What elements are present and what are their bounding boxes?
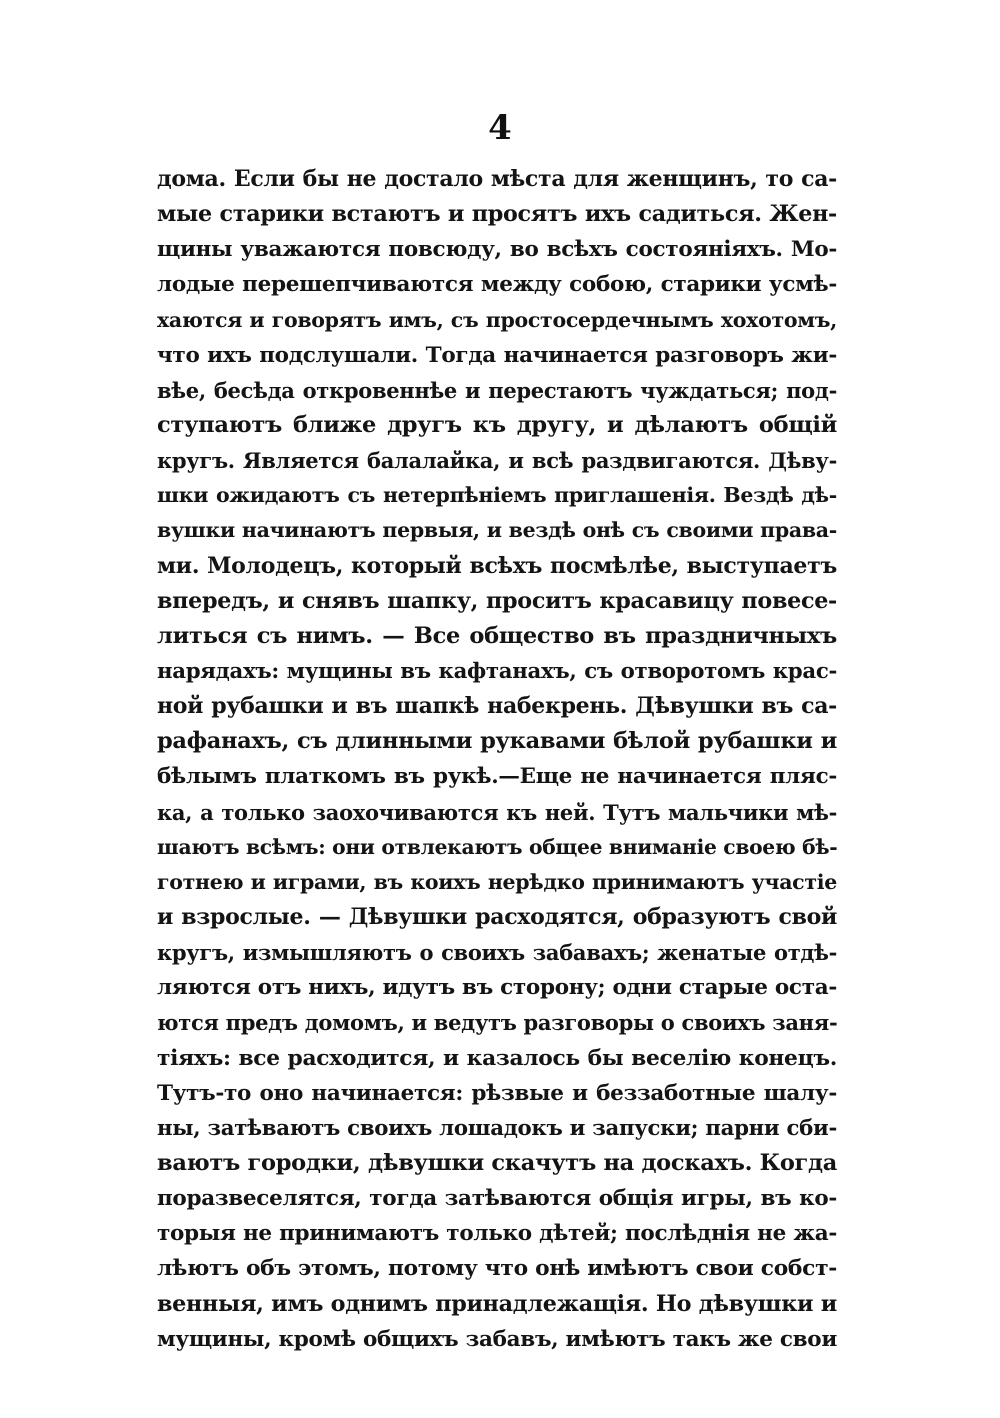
text-line: мущины, кромѣ общихъ забавъ, имѣютъ такъ же свои xyxy=(157,1326,837,1352)
text-line: что ихъ подслушали. Тогда начинается разговоръ жи- xyxy=(157,342,837,368)
text-line: литься съ нимъ. — Все общество въ праздничныхъ xyxy=(157,622,837,649)
text-line: ваютъ городки, дѣвушки скачутъ на доскахъ. Когда xyxy=(157,1149,837,1176)
text-line: хаются и говорятъ имъ, съ простосердечнымъ хохотомъ, xyxy=(157,307,837,332)
text-line: и взрослые. — Дѣвушки расходятся, образуютъ свой xyxy=(157,903,837,930)
text-line: мые старики встаютъ и просятъ ихъ садиться. Жен- xyxy=(157,201,837,228)
page-number: 4 xyxy=(488,108,512,148)
text-line: лодые перешепчиваются между собою, старики усмѣ- xyxy=(157,272,837,298)
text-line: ны, затѣваютъ своихъ лошадокъ и запуски; парни сби- xyxy=(157,1115,837,1141)
text-line: щины уважаются повсюду, во всѣхъ состояніяхъ. Мо- xyxy=(157,237,837,263)
text-line: шаютъ всѣмъ: они отвлекаютъ общее вниманіе своею бѣ- xyxy=(157,834,837,859)
text-line: ка, а только заохочиваются къ ней. Тутъ мальчики мѣ- xyxy=(157,799,837,825)
body-text xyxy=(157,162,837,1357)
text-line: ной рубашки и въ шапкѣ набекрень. Дѣвушки въ са- xyxy=(157,693,837,720)
text-line: ступаютъ ближе другъ къ другу, и дѣлаютъ общій xyxy=(157,411,837,438)
text-line: вѣе, бесѣда откровеннѣе и перестаютъ чуждаться; под- xyxy=(157,377,837,403)
text-line: венныя, имъ однимъ принадлежащія. Но дѣвушки и xyxy=(157,1290,837,1317)
text-line: готнею и играми, въ коихъ нерѣдко принимаютъ участіе xyxy=(157,869,837,894)
text-line: ются предъ домомъ, и ведутъ разговоры о своихъ заня- xyxy=(157,1010,837,1036)
text-line: впередъ, и снявъ шапку, проситъ красавицу повесе- xyxy=(157,587,837,614)
text-line: кругъ, измышляютъ о своихъ забавахъ; женатые отдѣ- xyxy=(157,940,837,966)
text-line: шки ожидаютъ съ нетерпѣніемъ приглашенія. Вездѣ дѣ- xyxy=(157,483,837,508)
text-line: нарядахъ: мущины въ кафтанахъ, съ отворотомъ крас- xyxy=(157,658,837,684)
text-line: вушки начинаютъ первыя, и вездѣ онѣ съ своими права- xyxy=(157,518,837,543)
text-line: ми. Молодецъ, который всѣхъ посмѣлѣе, выступаетъ xyxy=(157,552,837,579)
text-line: лѣютъ объ этомъ, потому что онѣ имѣютъ свои собст- xyxy=(157,1256,837,1282)
text-line: кругъ. Является балалайка, и всѣ раздвигаются. Дѣву- xyxy=(157,448,837,474)
text-line: Тутъ-то оно начинается: рѣзвые и беззаботные шалу- xyxy=(157,1080,837,1106)
text-line: ляются отъ нихъ, идутъ въ сторону; одни старые оста- xyxy=(157,975,837,1001)
text-line: бѣлымъ платкомъ въ рукѣ.—Еще не начинается пляс- xyxy=(157,764,837,790)
text-line: торыя не принимаютъ только дѣтей; послѣднія не жа- xyxy=(157,1221,837,1247)
text-line: дома. Если бы не достало мѣста для женщинъ, то са- xyxy=(157,166,837,192)
text-line: поразвеселятся, тогда затѣваются общія игры, въ ко- xyxy=(157,1186,837,1212)
text-line: рафанахъ, съ длинными рукавами бѣлой рубашки и xyxy=(157,728,837,755)
text-line: тіяхъ: все расходится, и казалось бы веселію конецъ. xyxy=(157,1045,837,1071)
